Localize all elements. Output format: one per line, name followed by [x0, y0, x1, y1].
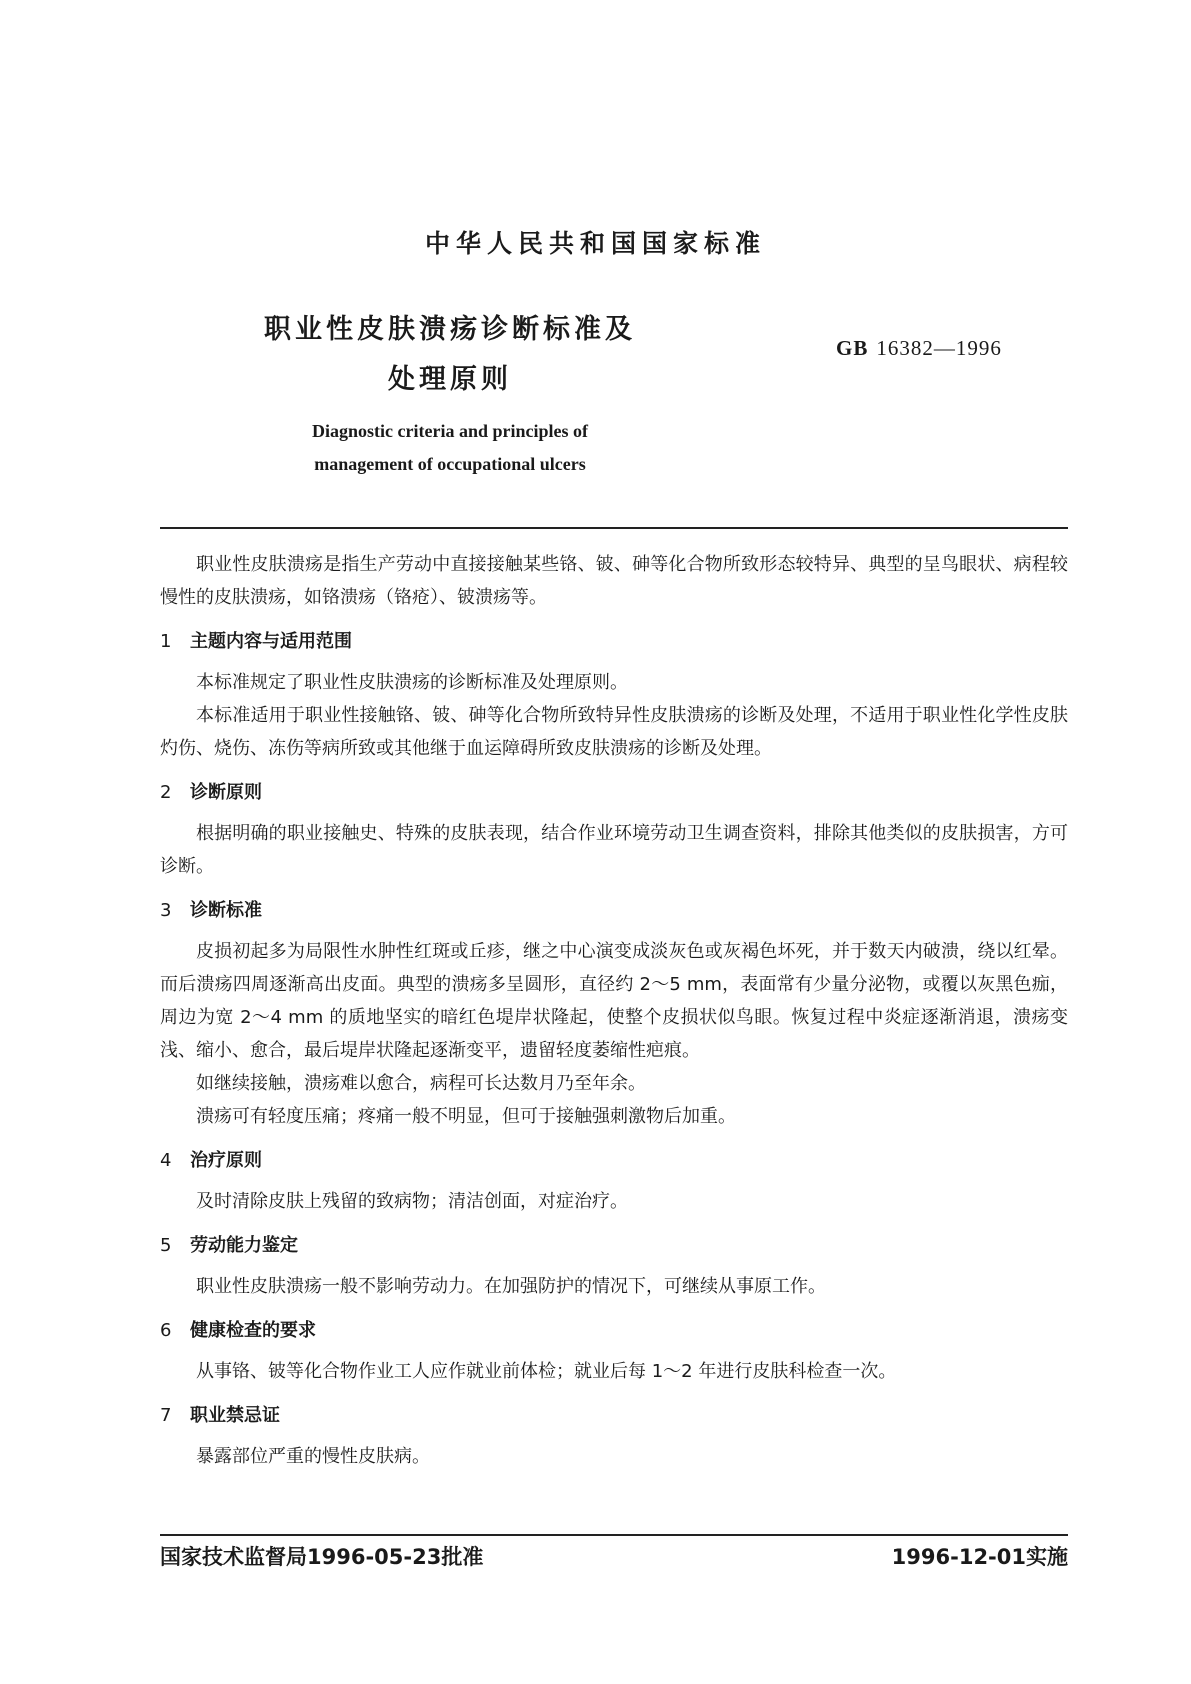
paragraph: 本标准规定了职业性皮肤溃疡的诊断标准及处理原则。 [196, 672, 628, 693]
section-title: 主题内容与适用范围 [190, 631, 352, 652]
section-title: 诊断原则 [190, 782, 262, 803]
document-title-zh [190, 305, 710, 405]
section-heading-5 [160, 1231, 1068, 1261]
title-zh-line2: 处理原则 [388, 364, 512, 395]
paragraph: 从事铬、铍等化合物作业工人应作就业前体检；就业后每 1～2 年进行皮肤科检查一次。 [196, 1361, 897, 1382]
paragraph: 职业性皮肤溃疡一般不影响劳动力。在加强防护的情况下，可继续从事原工作。 [196, 1276, 826, 1297]
title-zh-line1: 职业性皮肤溃疡诊断标准及 [264, 314, 636, 345]
paragraph: 及时清除皮肤上残留的致病物；清洁创面，对症治疗。 [196, 1191, 628, 1212]
section-number: 1 [160, 631, 172, 652]
section-number: 2 [160, 782, 172, 803]
bottom-divider [160, 1534, 1068, 1536]
section-heading-4 [160, 1146, 1068, 1176]
title-en-line2: management of occupational ulcers [314, 454, 586, 474]
section-title: 劳动能力鉴定 [190, 1235, 298, 1256]
section-title: 诊断标准 [190, 900, 262, 921]
paragraph: 本标准适用于职业性接触铬、铍、砷等化合物所致特异性皮肤溃疡的诊断及处理，不适用于职业性化学性皮肤灼伤、烧伤、冻伤等病所致或其他继于血运障碍所致皮肤溃疡的诊断及处理。 [160, 705, 1068, 759]
section-title: 职业禁忌证 [190, 1405, 280, 1426]
standard-code-number: 16382—1996 [876, 336, 1002, 360]
paragraph: 如继续接触，溃疡难以愈合，病程可长达数月乃至年余。 [196, 1073, 646, 1094]
document-title-en [250, 415, 650, 481]
section-heading-1 [160, 627, 1068, 657]
section-number: 7 [160, 1405, 172, 1426]
implementation-date: 1996-12-01实施 [891, 1545, 1068, 1569]
paragraph: 皮损初起多为局限性水肿性红斑或丘疹，继之中心演变成淡灰色或灰褐色坏死，并于数天内破溃，绕以红晕。而后溃疡四周逐渐高出皮面。典型的溃疡多呈圆形，直径约 2～5 mm，表面常有少量分泌物，或覆以灰黑色痂，周边为宽 2～4 mm 的质地坚实的暗红色堤岸状隆起，使整个皮损状似鸟眼。恢复过程中炎症逐渐消退，溃疡变浅、缩小、愈合，最后堤岸状隆起逐渐变平，遗留轻度萎缩性疤痕。 [160, 941, 1068, 1061]
section-title: 治疗原则 [190, 1150, 262, 1171]
national-standard-heading: 中华人民共和国国家标准 [424, 229, 766, 258]
intro-paragraph: 职业性皮肤溃疡是指生产劳动中直接接触某些铬、铍、砷等化合物所致形态较特异、典型的呈鸟眼状、病程较慢性的皮肤溃疡，如铬溃疡（铬疮）、铍溃疡等。 [160, 554, 1068, 608]
section-title: 健康检查的要求 [190, 1320, 316, 1341]
section-number: 5 [160, 1235, 172, 1256]
section-number: 6 [160, 1320, 172, 1341]
paragraph: 根据明确的职业接触史、特殊的皮肤表现，结合作业环境劳动卫生调查资料，排除其他类似的皮肤损害，方可诊断。 [160, 823, 1068, 877]
paragraph: 溃疡可有轻度压痛；疼痛一般不明显，但可于接触强刺激物后加重。 [196, 1106, 736, 1127]
title-en-line1: Diagnostic criteria and principles of [312, 421, 588, 441]
top-divider [160, 527, 1068, 529]
section-heading-3 [160, 896, 1068, 926]
section-number: 4 [160, 1150, 172, 1171]
section-heading-6 [160, 1316, 1068, 1346]
approval-note: 国家技术监督局1996-05-23批准 [160, 1545, 484, 1569]
paragraph: 暴露部位严重的慢性皮肤病。 [196, 1446, 430, 1467]
section-heading-7 [160, 1401, 1068, 1431]
section-heading-2 [160, 778, 1068, 808]
document-body [160, 548, 1068, 1473]
section-number: 3 [160, 900, 172, 921]
standard-code [836, 336, 1002, 361]
standard-code-prefix: GB [836, 336, 869, 360]
